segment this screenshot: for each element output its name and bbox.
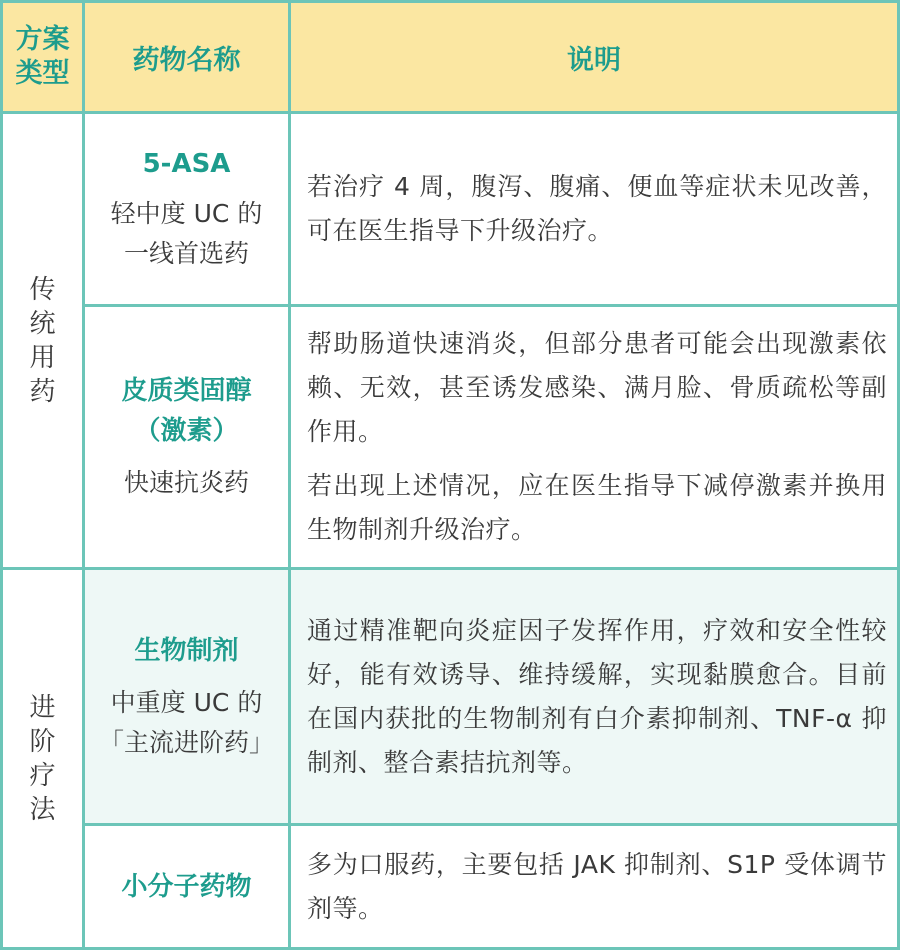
group-traditional-cell xyxy=(3,114,85,570)
drug-name-note: （激素） xyxy=(134,416,239,446)
group-advanced-label: 进阶疗法 xyxy=(29,692,56,825)
drug-name: 5-ASA xyxy=(142,149,231,179)
header-drug-label: 药物名称 xyxy=(132,44,241,76)
header-type-label: 方案类型 xyxy=(15,24,70,89)
drug-subtitle: 「主流进阶药」 xyxy=(98,727,274,757)
desc-cell-biologics xyxy=(291,570,897,826)
desc-cell-corticosteroid xyxy=(291,307,897,570)
group-traditional-label: 传统用药 xyxy=(29,274,56,407)
drug-name: 小分子药物 xyxy=(121,871,252,902)
drug-name: 生物制剂 xyxy=(134,635,239,666)
header-drug-cell xyxy=(85,3,291,114)
header-desc-label: 说明 xyxy=(567,44,621,76)
drug-cell-small-molecule xyxy=(85,826,291,947)
group-advanced-cell xyxy=(3,570,85,947)
header-type-cell xyxy=(3,3,85,114)
desc-text: 若出现上述情况，应在医生指导下减停激素并换用生物制剂升级治疗。 xyxy=(307,471,887,544)
desc-text: 多为口服药，主要包括 JAK 抑制剂、S1P 受体调节剂等。 xyxy=(307,849,887,923)
drug-subtitle: 轻中度 UC 的 xyxy=(110,199,263,228)
desc-cell-5asa xyxy=(291,114,897,307)
drug-subtitle: 一线首选药 xyxy=(123,239,249,268)
drug-subtitle: 快速抗炎药 xyxy=(123,468,249,497)
desc-text: 通过精准靶向炎症因子发挥作用，疗效和安全性较好，能有效诱导、维持缓解，实现黏膜愈合。目前在国内获批的生物制剂有白介素抑制剂、TNF-α 抑制剂、整合素拮抗剂等。 xyxy=(307,615,887,777)
desc-text: 帮助肠道快速消炎，但部分患者可能会出现激素依赖、无效，甚至诱发感染、满月脸、骨质疏松等副作用。 xyxy=(307,329,887,446)
drug-cell-5asa xyxy=(85,114,291,307)
drug-subtitle: 中重度 UC 的 xyxy=(110,687,263,717)
desc-text: 若治疗 4 周，腹泻、腹痛、便血等症状未见改善，可在医生指导下升级治疗。 xyxy=(307,172,887,245)
header-desc-cell xyxy=(291,3,897,114)
drug-name: 皮质类固醇 xyxy=(121,376,252,406)
drug-cell-corticosteroid xyxy=(85,307,291,570)
desc-cell-small-molecule xyxy=(291,826,897,947)
drug-cell-biologics xyxy=(85,570,291,826)
